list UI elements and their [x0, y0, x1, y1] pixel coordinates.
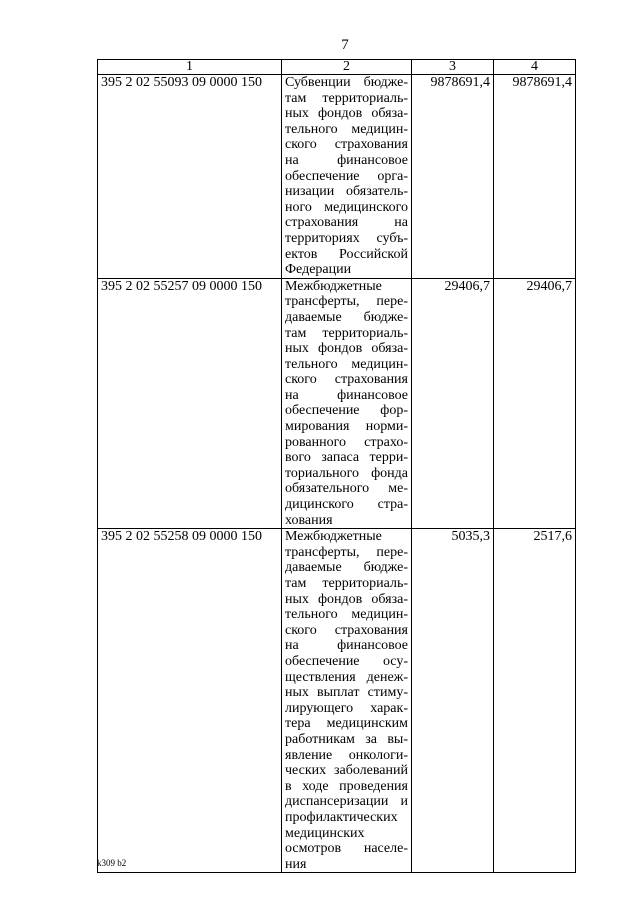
column-header-1: 1 — [98, 60, 282, 75]
description-line: мирования норми- — [285, 419, 408, 435]
description-line: лирующего харак- — [285, 700, 408, 716]
description-line: тельного медицин- — [285, 356, 408, 372]
description-line: медицинских — [285, 825, 365, 841]
description-line: ториального фонда — [285, 465, 408, 481]
description-line: тера медицинским — [285, 716, 408, 732]
description-line: страхования на — [285, 215, 408, 231]
description-line: ния — [285, 856, 307, 872]
description-line: Субвенции бюдже- — [285, 75, 408, 90]
table-row — [98, 75, 576, 279]
description-line: ского страхования — [285, 372, 408, 388]
description-line: там территориаль- — [285, 325, 408, 341]
description-line: явление онкологи- — [285, 747, 408, 763]
description-line: даваемые бюдже- — [285, 560, 408, 576]
description-line: ных фондов обяза- — [285, 591, 408, 607]
budget-code-cell: 395 2 02 55257 09 0000 150 — [98, 278, 282, 529]
description-line: дицинского стра- — [285, 497, 408, 513]
description-line: территориях субъ- — [285, 230, 408, 246]
amount-column-4: 9878691,4 — [494, 75, 576, 279]
table-header-row — [98, 60, 576, 75]
table-row — [98, 278, 576, 529]
amount-column-4: 2517,6 — [494, 529, 576, 873]
description-line: ных фондов обяза- — [285, 341, 408, 357]
table-body — [98, 75, 576, 873]
description-line: трансферты, пере- — [285, 294, 408, 310]
description-line: тельного медицин- — [285, 121, 408, 137]
column-header-3: 3 — [412, 60, 494, 75]
table-row — [98, 529, 576, 873]
description-line: Межбюджетные — [285, 278, 382, 294]
budget-table — [97, 59, 576, 873]
description-cell — [282, 278, 412, 529]
description-cell — [282, 529, 412, 873]
page-number: 7 — [341, 37, 349, 53]
description-line: обеспечение фор- — [285, 403, 408, 419]
description-line: ского страхования — [285, 622, 408, 638]
column-header-4: 4 — [494, 60, 576, 75]
description-line: обязательного ме- — [285, 481, 408, 497]
description-cell — [282, 75, 412, 279]
description-line: рованного страхо- — [285, 434, 408, 450]
description-line: ного медицинского — [285, 199, 408, 215]
description-line: вого запаса терри- — [285, 450, 408, 466]
description-line: Межбюджетные — [285, 529, 382, 545]
description-line: Федерации — [285, 262, 352, 278]
description-line: профилактических — [285, 809, 398, 825]
description-line: на финансовое — [285, 152, 408, 168]
description-line: обеспечение осу- — [285, 653, 408, 669]
description-line: трансферты, пере- — [285, 544, 408, 560]
description-line: там территориаль- — [285, 90, 408, 106]
amount-column-3: 9878691,4 — [412, 75, 494, 279]
budget-code-cell: 395 2 02 55093 09 0000 150 — [98, 75, 282, 279]
description-line: тельного медицин- — [285, 607, 408, 623]
amount-column-4: 29406,7 — [494, 278, 576, 529]
description-line: обеспечение орга- — [285, 168, 408, 184]
description-line: на финансовое — [285, 387, 408, 403]
description-line: ных выплат стиму- — [285, 685, 408, 701]
description-line: ского страхования — [285, 137, 408, 153]
footer-mark: k309 b2 — [97, 858, 127, 868]
column-header-2: 2 — [282, 60, 412, 75]
description-line: на финансовое — [285, 638, 408, 654]
description-line: ществления денеж- — [285, 669, 408, 685]
description-line: диспансеризации и — [285, 794, 408, 810]
description-line: в ходе проведения — [285, 778, 408, 794]
description-line: низации обязатель- — [285, 184, 408, 200]
description-line: даваемые бюдже- — [285, 309, 408, 325]
description-line: ектов Российской — [285, 246, 408, 262]
description-line: ческих заболеваний — [285, 763, 408, 779]
description-line: там территориаль- — [285, 576, 408, 591]
description-line: работникам за вы- — [285, 731, 408, 747]
description-line: хования — [285, 512, 333, 528]
description-line: ных фондов обяза- — [285, 106, 408, 122]
description-line: осмотров населе- — [285, 841, 408, 857]
amount-column-3: 5035,3 — [412, 529, 494, 873]
budget-code-cell: 395 2 02 55258 09 0000 150 — [98, 529, 282, 873]
amount-column-3: 29406,7 — [412, 278, 494, 529]
